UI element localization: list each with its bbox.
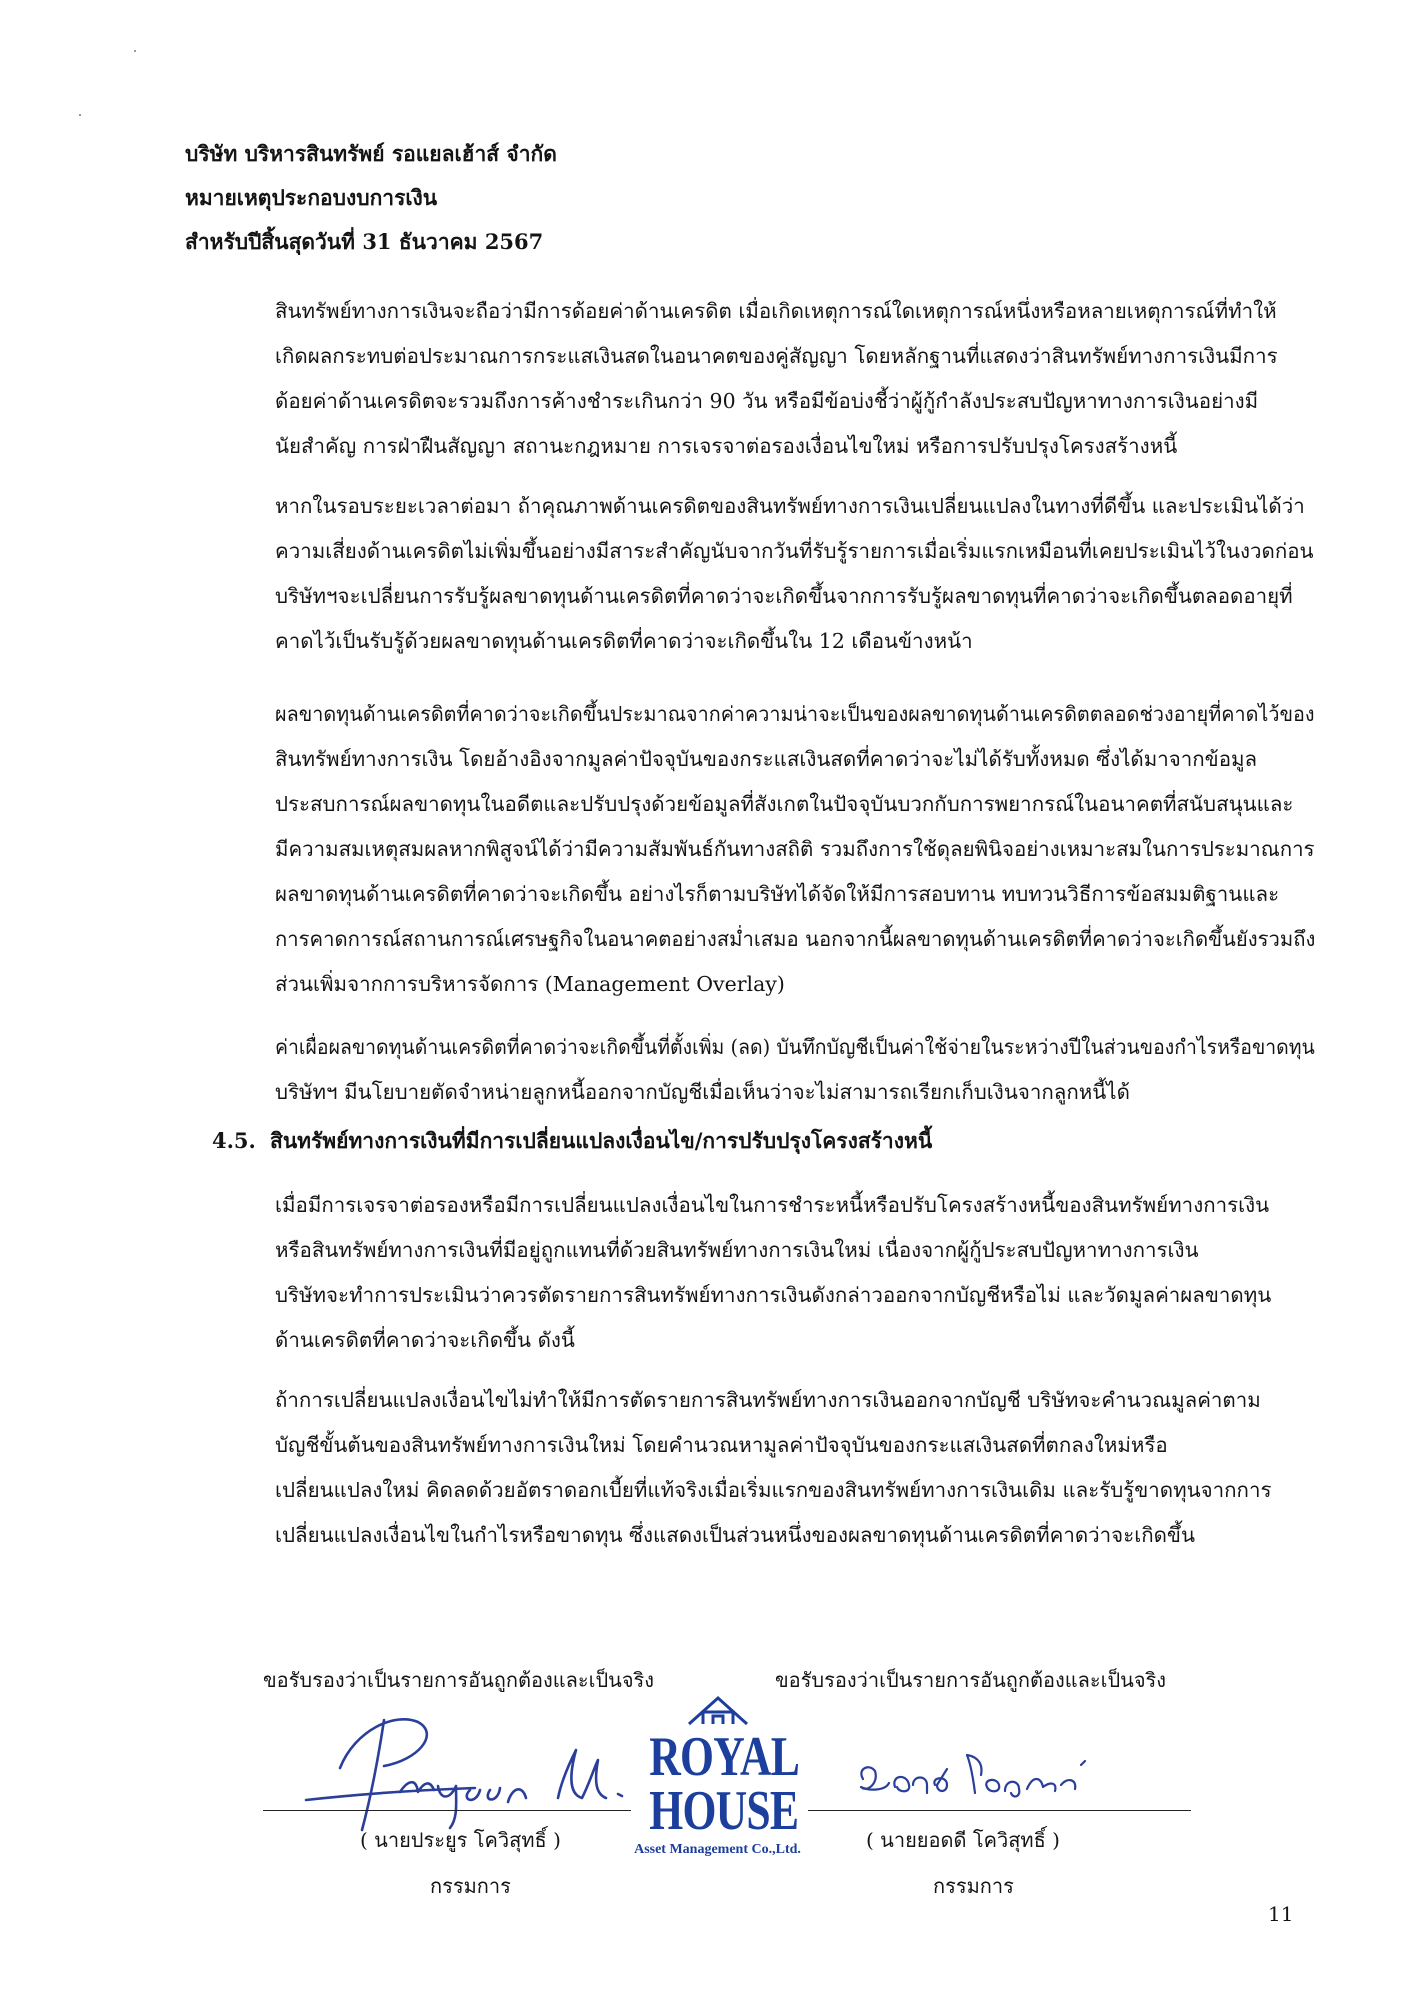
paragraph-allowance — [275, 1025, 1315, 1115]
paragraph-line: ผลขาดทุนด้านเครดิตที่คาดว่าจะเกิดขึ้น อย่างไรก็ตามบริษัทได้จัดให้มีการสอบทาน ทบทวนวิธีการข้อสมมติฐานและ — [275, 882, 1280, 906]
paragraph-line: มีความสมเหตุสมผลหากพิสูจน์ได้ว่ามีความสัมพันธ์กันทางสถิติ รวมถึงการใช้ดุลยพินิจอย่างเหมาะสมในการประมาณการ — [275, 837, 1315, 861]
reporting-period: สำหรับปีสิ้นสุดวันที่ 31 ธันวาคม 2567 — [185, 229, 544, 254]
section-title: สินทรัพย์ทางการเงินที่มีการเปลี่ยนแปลงเงื่อนไข/การปรับปรุงโครงสร้างหนี้ — [270, 1128, 933, 1153]
paragraph-line: บริษัทฯ มีนโยบายตัดจำหน่ายลูกหนี้ออกจากบัญชีเมื่อเห็นว่าจะไม่สามารถเรียกเก็บเงินจากลูกหนี้ได้ — [275, 1080, 1130, 1104]
paragraph-line: ถ้าการเปลี่ยนแปลงเงื่อนไขไม่ทำให้มีการตัดรายการสินทรัพย์ทางการเงินออกจากบัญชี บริษัทจะคำนวณมูลค่าตาม — [275, 1388, 1261, 1412]
house-roof-icon — [683, 1692, 753, 1726]
scan-speck — [79, 114, 81, 116]
scan-speck — [134, 50, 136, 52]
paragraph-line: หรือสินทรัพย์ทางการเงินที่มีอยู่ถูกแทนที่ด้วยสินทรัพย์ทางการเงินใหม่ เนื่องจากผู้กู้ประสบปัญหาทางการเงิน — [275, 1238, 1199, 1262]
logo-word-royal: ROYAL — [649, 1726, 800, 1788]
signature-prayoon — [300, 1690, 640, 1840]
certification-left: ขอรับรองว่าเป็นรายการอันถูกต้องและเป็นจริง — [263, 1668, 655, 1692]
paragraph-line: ประสบการณ์ผลขาดทุนในอดีตและปรับปรุงด้วยข้อมูลที่สังเกตในปัจจุบันบวกกับการพยากรณ์ในอนาคตที่สนับสนุนและ — [275, 792, 1294, 816]
paragraph-renegotiation — [275, 1183, 1315, 1363]
paragraph-modification-loss — [275, 1378, 1315, 1558]
document-header — [185, 132, 1285, 264]
paragraph-line: สินทรัพย์ทางการเงิน โดยอ้างอิงจากมูลค่าปัจจุบันของกระแสเงินสดที่คาดว่าจะไม่ได้รับทั้งหมด ซึ่งได้มาจากข้อมูล — [275, 747, 1258, 771]
signature-line-right — [808, 1810, 1191, 1811]
document-subtitle: หมายเหตุประกอบงบการเงิน — [185, 185, 438, 210]
section-heading — [212, 1125, 932, 1158]
signatory-title-left: กรรมการ — [430, 1874, 511, 1898]
paragraph-line: บัญชีขั้นต้นของสินทรัพย์ทางการเงินใหม่ โดยคำนวณหามูลค่าปัจจุบันของกระแสเงินสดที่ตกลงใหม่หรือ — [275, 1433, 1168, 1457]
logo-subtitle: Asset Management Co.,Ltd. — [634, 1842, 801, 1857]
paragraph-line: เกิดผลกระทบต่อประมาณการกระแสเงินสดในอนาคตของคู่สัญญา โดยหลักฐานที่แสดงว่าสินทรัพย์ทางการเงินมีการ — [275, 344, 1278, 368]
certification-right: ขอรับรองว่าเป็นรายการอันถูกต้องและเป็นจริง — [775, 1668, 1167, 1692]
section-number: 4.5. — [212, 1128, 256, 1153]
signature-line-left — [263, 1810, 631, 1811]
signature-yoddee — [855, 1735, 1105, 1815]
company-name: บริษัท บริหารสินทรัพย์ รอแยลเฮ้าส์ จำกัด — [185, 141, 557, 166]
paragraph-line: ด้อยค่าด้านเครดิตจะรวมถึงการค้างชำระเกินกว่า 90 วัน หรือมีข้อบ่งชี้ว่าผู้กู้กำลังประสบปัญหาทางการเงินอย่างมี — [275, 389, 1259, 413]
paragraph-credit-impaired — [275, 289, 1315, 469]
company-seal-logo — [630, 1692, 805, 1892]
paragraph-line: ความเสี่ยงด้านเครดิตไม่เพิ่มขึ้นอย่างมีสาระสำคัญนับจากวันที่รับรู้รายการเมื่อเริ่มแรกเหมือนที่เคยประเมินไว้ในงวดก่อน — [275, 539, 1314, 563]
paragraph-expected-credit-loss — [275, 692, 1315, 1007]
paragraph-line: นัยสำคัญ การฝ่าฝืนสัญญา สถานะกฎหมาย การเจรจาต่อรองเงื่อนไขใหม่ หรือการปรับปรุงโครงสร้างหนี้ — [275, 434, 1178, 458]
signatory-name-left: ( นายประยูร โควิสุทธิ์ ) — [360, 1828, 561, 1852]
paragraph-line: เมื่อมีการเจรจาต่อรองหรือมีการเปลี่ยนแปลงเงื่อนไขในการชำระหนี้หรือปรับโครงสร้างหนี้ของสินทรัพย์ทางการเงิน — [275, 1193, 1270, 1217]
paragraph-line: ค่าเผื่อผลขาดทุนด้านเครดิตที่คาดว่าจะเกิดขึ้นที่ตั้งเพิ่ม (ลด) บันทึกบัญชีเป็นค่าใช้จ่ายในระหว่างปีในส่วนของกำไรหรือขาดทุน — [275, 1035, 1315, 1059]
paragraph-line: เปลี่ยนแปลงใหม่ คิดลดด้วยอัตราดอกเบี้ยที่แท้จริงเมื่อเริ่มแรกของสินทรัพย์ทางการเงินเดิม และรับรู้ขาดทุนจากการ — [275, 1478, 1272, 1502]
paragraph-line: บริษัทฯจะเปลี่ยนการรับรู้ผลขาดทุนด้านเครดิตที่คาดว่าจะเกิดขึ้นจากการรับรู้ผลขาดทุนที่คาดว่าจะเกิดขึ้นตลอดอายุที่ — [275, 584, 1293, 608]
paragraph-line: สินทรัพย์ทางการเงินจะถือว่ามีการด้อยค่าด้านเครดิต เมื่อเกิดเหตุการณ์ใดเหตุการณ์หนึ่งหรือหลายเหตุการณ์ที่ทำให้ — [275, 299, 1277, 323]
paragraph-line: หากในรอบระยะเวลาต่อมา ถ้าคุณภาพด้านเครดิตของสินทรัพย์ทางการเงินเปลี่ยนแปลงในทางที่ดีขึ้น และประเมินได้ว่า — [275, 494, 1305, 518]
paragraph-line: ส่วนเพิ่มจากการบริหารจัดการ (Management Overlay) — [275, 972, 785, 996]
logo-word-house: HOUSE — [649, 1780, 799, 1842]
paragraph-line: เปลี่ยนแปลงเงื่อนไขในกำไรหรือขาดทุน ซึ่งแสดงเป็นส่วนหนึ่งของผลขาดทุนด้านเครดิตที่คาดว่าจะเกิดขึ้น — [275, 1523, 1195, 1547]
page-number: 11 — [1268, 1902, 1294, 1926]
paragraph-credit-quality-improvement — [275, 484, 1315, 664]
paragraph-line: คาดไว้เป็นรับรู้ด้วยผลขาดทุนด้านเครดิตที่คาดว่าจะเกิดขึ้นใน 12 เดือนข้างหน้า — [275, 629, 973, 653]
paragraph-line: การคาดการณ์สถานการณ์เศรษฐกิจในอนาคตอย่างสม่ำเสมอ นอกจากนี้ผลขาดทุนด้านเครดิตที่คาดว่าจะเกิดขึ้นยังรวมถึง — [275, 927, 1316, 951]
paragraph-line: ด้านเครดิตที่คาดว่าจะเกิดขึ้น ดังนี้ — [275, 1328, 575, 1352]
signatory-title-right: กรรมการ — [933, 1874, 1014, 1898]
paragraph-line: บริษัทจะทำการประเมินว่าควรตัดรายการสินทรัพย์ทางการเงินดังกล่าวออกจากบัญชีหรือไม่ และวัดมูลค่าผลขาดทุน — [275, 1283, 1272, 1307]
signatory-name-right: ( นายยอดดี โควิสุทธิ์ ) — [866, 1828, 1060, 1852]
paragraph-line: ผลขาดทุนด้านเครดิตที่คาดว่าจะเกิดขึ้นประมาณจากค่าความน่าจะเป็นของผลขาดทุนด้านเครดิตตลอดช่วงอายุที่คาดไว้ของ — [275, 702, 1315, 726]
